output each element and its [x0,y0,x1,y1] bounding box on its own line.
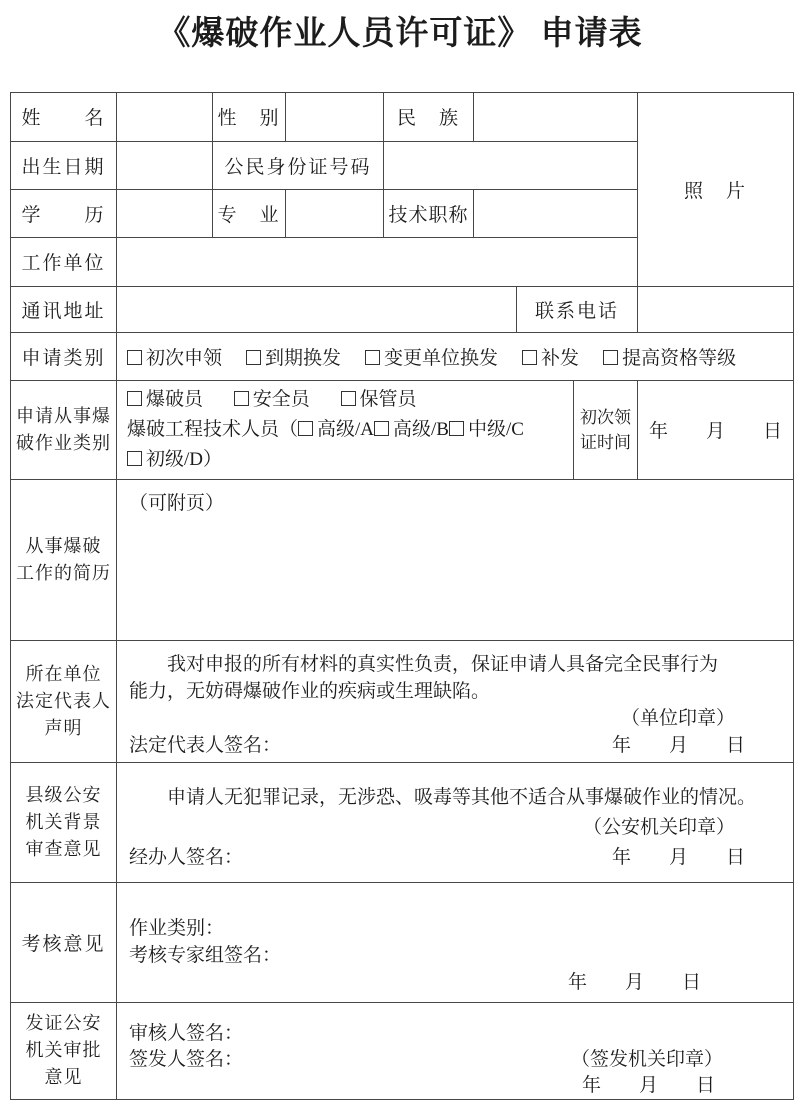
issuer-sign-row [117,1047,793,1073]
option-level-senior-a[interactable] [298,419,374,440]
assessment-content-cell[interactable] [117,882,794,1002]
checkbox-icon[interactable] [127,350,142,365]
tech-title-input-cell[interactable] [474,189,638,237]
engineer-prefix: 爆破工程技术人员（ [127,418,299,440]
option-reissue[interactable] [522,343,579,370]
operation-category-label[interactable]: 作业类别： [129,917,225,939]
option-label: 初次申领 [146,347,223,369]
photo-box: 照 片 [638,92,794,286]
label-ethnicity: 民 族 [384,92,474,141]
form-title: 《爆破作业人员许可证》 申请表 [157,16,643,52]
education-input-cell[interactable] [117,189,213,237]
label-line: 机关背景 [25,811,102,832]
table-row [11,640,794,762]
option-label: 提高资格等级 [622,347,737,369]
label-background-review [11,762,117,882]
name-input-cell[interactable] [117,92,213,141]
blasting-engineer-line [127,415,573,445]
blasting-engineer-line-2 [127,445,573,475]
apply-category-options-cell [117,332,794,380]
apply-category-options [117,343,793,370]
unit-seal-note: （单位印章） [621,707,736,729]
issuer-sign-label[interactable]: 签发人签名： [129,1048,244,1070]
option-unit-change-renewal[interactable] [365,343,498,370]
label-line: 机关审批 [25,1040,102,1061]
checkbox-icon[interactable] [522,350,537,365]
label-line: 法定代表人 [16,690,111,711]
option-custodian[interactable] [341,389,417,410]
option-label: 保管员 [359,388,417,410]
reviewer-sign-label[interactable]: 审核人签名： [129,1022,244,1044]
blasting-options-cell [117,380,574,479]
checkbox-icon[interactable] [449,421,464,436]
label-apply-category: 申请类别 [11,332,117,380]
table-row [11,92,794,141]
declaration-text-line: 我对申报的所有材料的真实性负责，保证申请人具备完全民事行为 [167,653,719,675]
table-row [11,1002,794,1099]
checkbox-icon[interactable] [127,391,142,406]
option-level-senior-b[interactable] [374,419,449,440]
option-label: 补发 [541,347,580,369]
label-assessment: 考核意见 [11,882,117,1002]
checkbox-icon[interactable] [341,391,356,406]
blasting-roles-line [127,385,573,415]
label-work-unit: 工作单位 [11,237,117,286]
declaration-sign-row [117,732,793,759]
label-line: 发证公安 [25,1013,102,1034]
expert-group-sign-label[interactable]: 考核专家组签名： [129,944,282,966]
handler-sign-label[interactable]: 经办人签名： [129,846,244,868]
option-blaster[interactable] [127,389,203,410]
table-row [11,380,794,479]
engineer-suffix: ） [203,448,223,470]
declaration-text-line: 能力，无妨碍爆破作业的疾病或生理缺陷。 [129,680,491,702]
label-line: 破作业类别 [16,432,111,453]
address-input-cell[interactable] [117,286,517,332]
police-seal-note: （公安机关印章） [583,816,736,838]
date-line[interactable]: 年 月 日 [612,846,746,868]
option-label: 安全员 [252,388,310,410]
checkbox-icon[interactable] [365,350,380,365]
label-name: 姓 名 [11,92,117,141]
label-id-number: 公民身份证号码 [213,141,384,189]
checkbox-icon[interactable] [603,350,618,365]
label-birth-date: 出生日期 [11,141,117,189]
label-line: 从事爆破 [25,535,102,556]
checkbox-icon[interactable] [127,451,142,466]
first-issue-date-cell[interactable]: 年 月 日 [638,380,794,479]
label-blasting-category [11,380,117,479]
declaration-content-cell[interactable] [117,640,794,762]
option-level-intermediate-c[interactable] [449,419,524,440]
option-label: 高级/A [317,418,375,440]
phone-input-cell[interactable] [638,286,794,332]
label-approval [11,1002,117,1099]
work-unit-input-cell[interactable] [117,237,638,286]
option-safety-officer[interactable] [234,389,310,410]
label-line: 审查意见 [25,838,102,859]
option-label: 到期换发 [265,347,342,369]
option-label: 中级/C [467,418,524,440]
table-row [11,762,794,882]
label-tech-title: 技术职称 [384,189,474,237]
date-line[interactable]: 年 月 日 [582,1074,716,1096]
label-line: 所在单位 [25,663,102,684]
table-row [11,882,794,1002]
label-line: 工作的简历 [16,562,111,583]
legal-representative-sign-label[interactable]: 法定代表人签名： [129,734,282,756]
background-review-text: 申请人无犯罪记录，无涉恐、吸毒等其他不适合从事爆破作业的情况。 [167,786,757,808]
gender-input-cell[interactable] [286,92,384,141]
label-declaration [11,640,117,762]
label-education: 学 历 [11,189,117,237]
label-phone: 联系电话 [517,286,638,332]
label-line: 申请从事爆 [16,405,111,426]
option-upgrade-qualification[interactable] [603,343,736,370]
resume-note: （可附页） [129,492,225,514]
id-number-input-cell[interactable] [384,141,638,189]
application-form-table [10,92,794,1100]
resume-content-cell[interactable] [117,479,794,640]
checkbox-icon[interactable] [374,421,389,436]
background-sign-row [117,843,793,873]
checkbox-icon[interactable] [234,391,249,406]
option-label: 爆破员 [146,388,204,410]
background-review-content-cell[interactable] [117,762,794,882]
label-address: 通讯地址 [11,286,117,332]
option-label: 高级/B [393,418,449,440]
date-line[interactable]: 年 月 日 [612,734,746,756]
table-row [11,286,794,332]
label-line: 意见 [44,1067,83,1088]
label-gender: 性 别 [213,92,286,141]
option-label: 初级/D [146,448,204,470]
table-row [11,479,794,640]
checkbox-icon[interactable] [298,421,313,436]
label-resume [11,479,117,640]
option-label: 变更单位换发 [384,347,499,369]
issuing-authority-seal-note: （签发机关印章） [571,1048,724,1070]
option-expiry-renewal[interactable] [246,343,341,370]
label-line: 声明 [44,717,83,738]
birth-date-input-cell[interactable] [117,141,213,189]
option-first-application[interactable] [127,343,222,370]
checkbox-icon[interactable] [246,350,261,365]
date-line[interactable]: 年 月 日 [568,971,702,993]
table-row [11,332,794,380]
approval-content-cell[interactable] [117,1002,794,1099]
label-first-issue-time: 初次领证时间 [574,380,638,479]
option-level-junior-d[interactable] [127,449,203,470]
label-line: 县级公安 [25,784,102,805]
label-major: 专 业 [213,189,286,237]
major-input-cell[interactable] [286,189,384,237]
ethnicity-input-cell[interactable] [474,92,638,141]
